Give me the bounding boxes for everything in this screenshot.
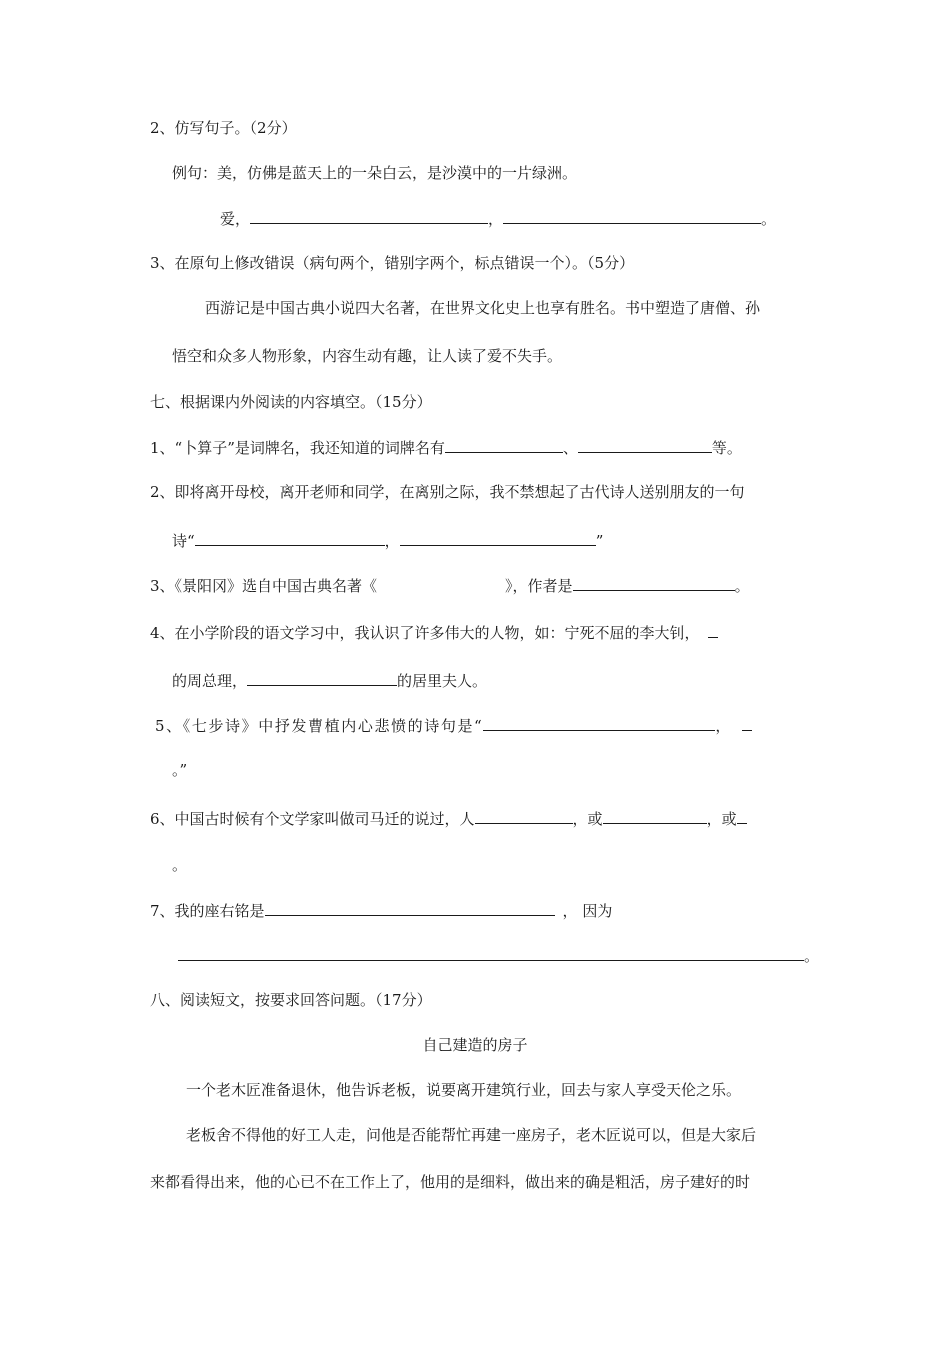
s7-item-1-sep: 、 (562, 439, 578, 457)
s7-item-4-line2 (172, 670, 487, 691)
s7-item-2-line1: 2、即将离开母校，离开老师和同学，在离别之际，我不禁想起了古代诗人送别朋友的一句 (150, 483, 745, 501)
s7-item-4-blank-1[interactable] (708, 622, 718, 638)
s7-item-3-text: 3、《景阳冈》选自中国古典名著《 (150, 577, 378, 595)
s7-item-7-line1 (150, 900, 612, 921)
s7-heading: 七、根据课内外阅读的内容填空。（15分） (150, 393, 432, 411)
s7-item-7-blank-1[interactable] (265, 900, 555, 916)
s7-item-1-blank-1[interactable] (445, 437, 563, 453)
q3-line2: 悟空和众多人物形象，内容生动有趣，让人读了爱不失手。 (172, 347, 563, 365)
s7-item-6-or-1: ，或 (572, 810, 603, 828)
s7-item-7-line2 (178, 945, 819, 966)
q2-blank-1[interactable] (250, 208, 488, 224)
s8-heading: 八、阅读短文，按要求回答问题。（17分） (150, 991, 432, 1009)
s7-item-7-because: ， 因为 (562, 902, 613, 920)
q2-heading: 2、仿写句子。（2分） (150, 119, 297, 137)
s7-item-7-text: 7、我的座右铭是 (150, 902, 265, 920)
q2-comma: ， (488, 210, 504, 228)
s7-item-5-comma: ， (715, 717, 731, 735)
s7-item-6-or-2: ，或 (706, 810, 737, 828)
s7-item-2-open: 诗“ (172, 532, 195, 550)
s7-item-6-blank-1[interactable] (475, 808, 573, 824)
s7-item-1-text: 1、“卜算子”是词牌名，我还知道的词牌名有 (150, 439, 445, 457)
s7-item-1-blank-2[interactable] (578, 437, 712, 453)
q3-heading: 3、在原句上修改错误（病句两个，错别字两个，标点错误一个）。（5分） (150, 254, 635, 272)
s7-item-4-text: 4、在小学阶段的语文学习中，我认识了许多伟大的人物，如：宁死不屈的李大钊， (150, 624, 700, 642)
s7-item-1-end: 等。 (711, 439, 742, 457)
s7-item-6-blank-2[interactable] (603, 808, 707, 824)
story-paragraph-2-line1: 老板舍不得他的好工人走，问他是否能帮忙再建一座房子，老木匠说可以，但是大家后 (186, 1126, 757, 1144)
q2-fill-line (220, 208, 776, 229)
q2-blank-2[interactable] (503, 208, 761, 224)
story-title: 自己建造的房子 (422, 1036, 528, 1054)
s7-item-6-text: 6、中国古时候有个文学家叫做司马迁的说过，人 (150, 810, 475, 828)
q3-line1: 西游记是中国古典小说四大名著，在世界文化史上也享有胜名。书中塑造了唐僧、孙 (205, 299, 761, 317)
s7-item-5-blank-2[interactable] (742, 715, 752, 731)
s7-item-4-line1 (150, 622, 718, 643)
s7-item-5-line1 (155, 715, 752, 736)
q2-example: 例句：美，仿佛是蓝天上的一朵白云，是沙漠中的一片绿洲。 (172, 164, 578, 182)
s7-item-7-end: 。 (804, 947, 820, 965)
s7-item-4-blank-2[interactable] (247, 670, 397, 686)
s7-item-7-blank-2[interactable] (178, 945, 804, 961)
s7-item-5-blank-1[interactable] (483, 715, 715, 731)
s7-item-2-blank-2[interactable] (400, 530, 596, 546)
s7-item-6-line1 (150, 808, 747, 829)
s7-item-2-blank-1[interactable] (195, 530, 385, 546)
s7-item-4-curie: 的居里夫人。 (397, 672, 488, 690)
s7-item-5-text: 5、《七步诗》中抒发曹植内心悲愤的诗句是“ (155, 717, 484, 735)
s7-item-3-blank[interactable] (573, 575, 735, 591)
s7-item-5-end: 。” (172, 761, 188, 779)
story-paragraph-2-line2: 来都看得出来，他的心已不在工作上了，他用的是细料，做出来的确是粗活，房子建好的时 (150, 1173, 751, 1191)
s7-item-2-comma: ， (384, 532, 400, 550)
q2-end: 。 (761, 210, 777, 228)
q2-fill-start: 爱， (220, 210, 251, 228)
s7-item-3 (150, 575, 750, 596)
s7-item-6-blank-3[interactable] (737, 808, 747, 824)
s7-item-2-close: ” (595, 532, 604, 550)
s7-item-4-zhou: 的周总理， (172, 672, 248, 690)
story-paragraph-1: 一个老木匠准备退休，他告诉老板，说要离开建筑行业，回去与家人享受天伦之乐。 (186, 1081, 742, 1099)
s7-item-1 (150, 437, 742, 458)
s7-item-2-line2 (172, 530, 603, 551)
s7-item-3-author-label: 》，作者是 (505, 577, 573, 595)
s7-item-3-end: 。 (734, 577, 750, 595)
s7-item-6-end: 。 (172, 856, 188, 874)
